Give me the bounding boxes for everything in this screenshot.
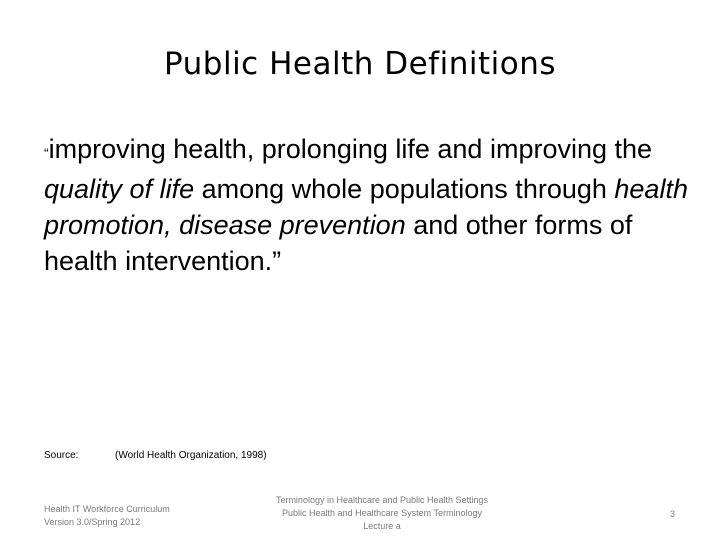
footer-curriculum-info	[44, 503, 170, 529]
open-quote-mark: “	[44, 145, 49, 161]
quote-text-part-3: among whole populations through	[194, 174, 615, 204]
slide-title: Public Health Definitions	[163, 46, 556, 82]
footer-unit-title: Public Health and Healthcare System Terminology	[282, 508, 482, 518]
footer-version: Version 3.0/Spring 2012	[44, 517, 141, 527]
quote-text-part-5: and other forms of health intervention.”	[44, 210, 633, 276]
definition-quote	[44, 131, 704, 279]
quote-emphasis-health-promotion: health promotion, disease prevention	[44, 174, 688, 240]
page-number: 3	[670, 509, 676, 519]
footer-curriculum-name: Health IT Workforce Curriculum	[44, 504, 170, 514]
quote-text-part-1: improving health, prolonging life and improving the	[48, 134, 653, 164]
footer-component-title: Terminology in Healthcare and Public Health Settings	[275, 495, 489, 505]
footer-lecture-info	[240, 494, 524, 533]
source-label: Source:	[44, 450, 79, 461]
quote-emphasis-quality-of-life: quality of life	[44, 174, 195, 204]
source-reference: (World Health Organization, 1998)	[115, 450, 267, 461]
footer-lecture: Lecture a	[363, 521, 401, 531]
